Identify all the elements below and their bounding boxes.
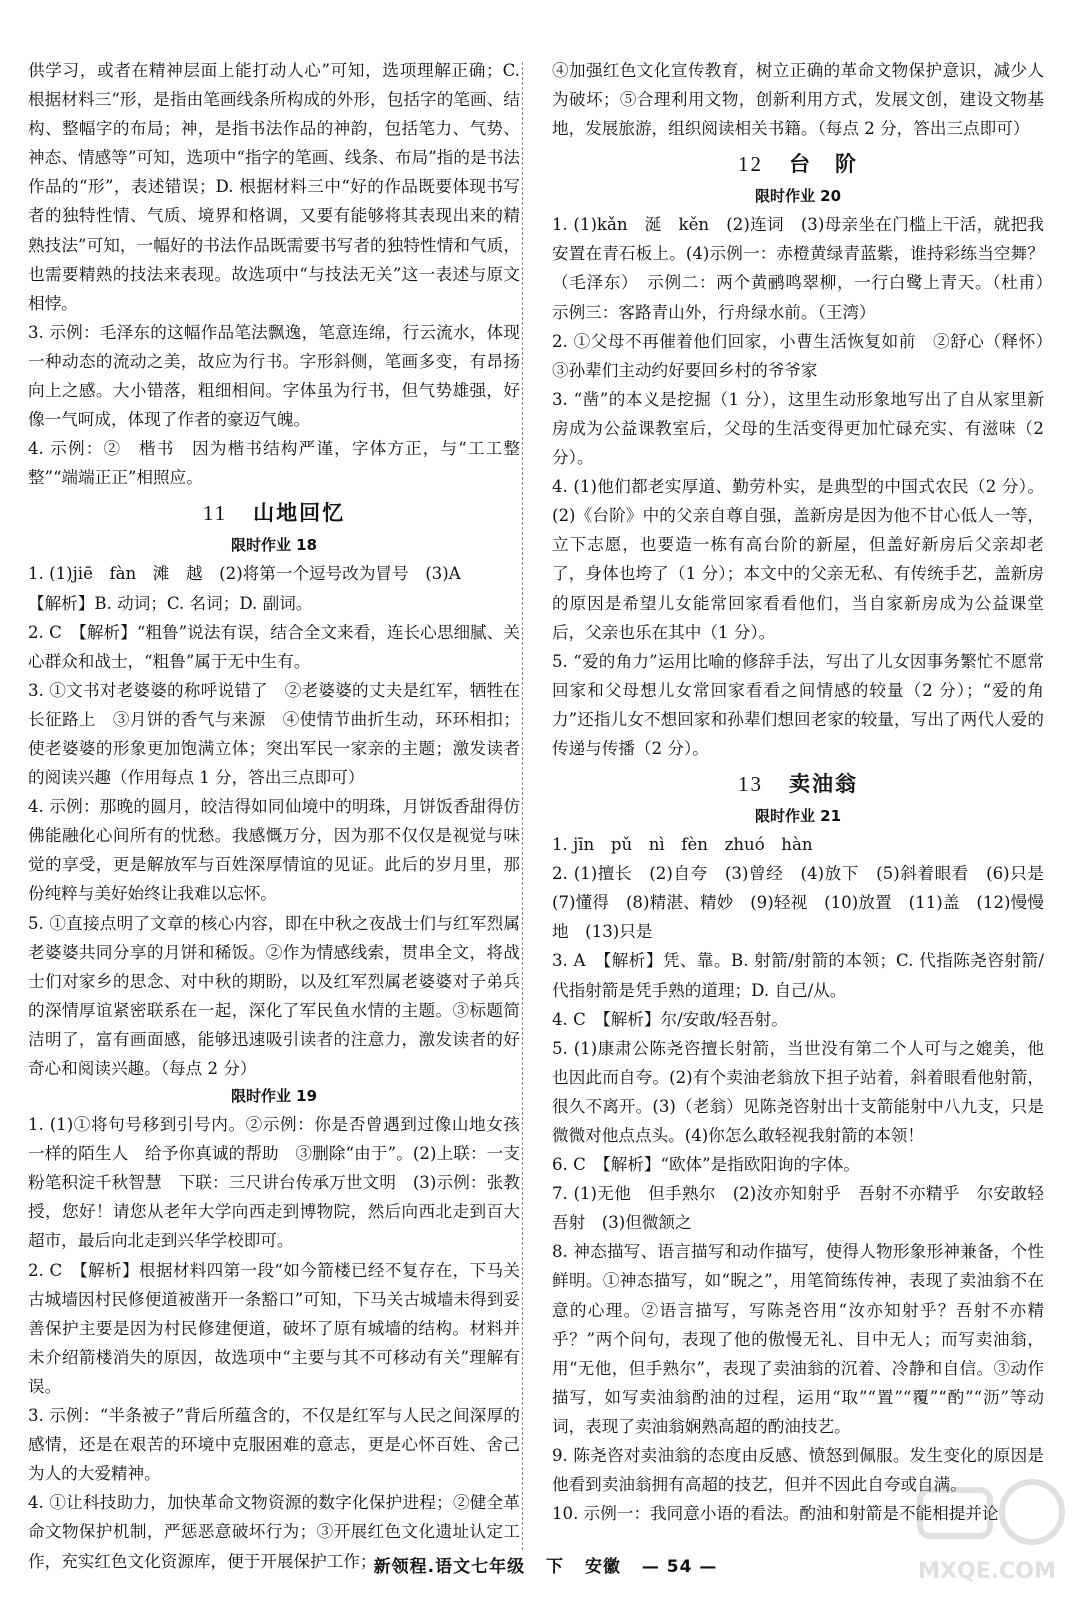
answer-paragraph: 5. (1)康肃公陈尧咨擅长射箭，当世没有第二个人可与之媲美，他也因此而自夸。(2)有个卖油老翁放下担子站着，斜着眼看他射箭，很久不离开。(3)（老翁）见陈尧咨射出十支箭能射中八九支，只是微微对他点点头。(4)你怎么敢轻视我射箭的本领！ [552,1038,1044,1145]
answer-paragraph: 1. (1)①将句号移到引号内。②示例：你是否曾遇到过像山地女孩一样的陌生人 给予你真诚的帮助 ③删除“由于”。(2)上联：一支粉笔积淀千秋智慧 下联：三尺讲台传承万世文明 (3)示例：张教授，您好！请您从老年大学向西走到博物院，然后向西北走到百大超市，最后向北走到兴华学校即可。 [28,1115,520,1251]
answer-paragraph: 4. C 【解析】尔/安敢/轻吾射。 [552,1009,788,1029]
answer-paragraph: ④加强红色文化宣传教育，树立正确的革命文物保护意识，减少人为破坏；⑤合理利用文物，创新利用方式，发展文创，建设文物基地，发展旅游，组织阅读相关书籍。（每点 2 分，答出三点即可） [552,61,1044,139]
answer-paragraph: 4. (1)他们都老实厚道、勤劳朴实，是典型的中国式农民（2 分）。(2)《台阶》中的父亲自尊自强，盖新房是因为他不甘心低人一等，立下志愿，也要造一栋有高台阶的新屋，但盖好新房后父亲却老了，身体也垮了（1 分）；本文中的父亲无私、有传统手艺，盖新房的原因是希望儿女能常回家看看他们，当自家新房成为公益课堂后，父亲也乐在其中（1 分）。 [552,477,1044,642]
answer-paragraph: 3. ①文书对老婆婆的称呼说错了 ②老婆婆的丈夫是红军，牺牲在长征路上 ③月饼的香气与来源 ④使情节曲折生动，环环相扣；使老婆婆的形象更加饱满立体；突出军民一家亲的主题；激发读者的阅读兴趣（作用每点 1 分，答出三点即可） [28,680,520,788]
answer-paragraph: 5. “爱的角力”运用比喻的修辞手法，写出了儿女因事务繁忙不愿常回家和父母想儿女常回家看看之间情感的较量（2 分）；“爱的角力”还指儿女不想回家和孙辈们想回老家的较量，写出了两代人爱的传递与传播（2 分）。 [552,651,1044,758]
answer-paragraph: 4. 示例：② 楷书 因为楷书结构严谨，字体方正，与“工工整整”“端端正正”相照应。 [28,439,520,488]
section-title [552,765,1044,803]
answer-paragraph: 10. 示例一：我同意小语的看法。酌油和射箭是不能相提并论 [552,1504,999,1524]
answer-paragraph: 3. A 【解析】凭、靠。B. 射箭/射箭的本领；C. 代指陈尧咨射箭/代指射箭是凭手熟的道理；D. 自己/从。 [552,951,1044,1000]
answer-paragraph: 【解析】B. 动词；C. 名词；D. 副词。 [28,593,313,613]
section-title [28,494,520,532]
section-name: 台 阶 [789,152,858,177]
answer-paragraph: 2. C 【解析】根据材料四第一段“如今箭楼已经不复存在，下马关古城墙因村民修便道被凿开一条豁口”可知，下马关古城墙未得到妥善保护主要是因为村民修建便道，破坏了原有城墙的结构。材料并未介绍箭楼消失的原因，故选项中“主要与其不可移动有关”理解有误。 [28,1260,520,1396]
answer-paragraph: 3. 示例：“半条被子”背后所蕴含的，不仅是红军与人民之间深厚的感情，还是在艰苦的环境中克服困难的意志，更是心怀百姓、舍己为人的大爱精神。 [28,1406,520,1484]
answer-paragraph: 1. jīn pǔ nì fèn zhuó hàn [552,835,813,855]
answer-paragraph: 5. ①直接点明了文章的核心内容，即在中秋之夜战士们与红军烈属老婆婆共同分享的月饼和稀饭。②作为情感线索，贯串全文，将战士们对家乡的思念、对中秋的期盼，以及红军烈属老婆婆对子弟兵的深情厚谊紧密联系在一起，深化了军民鱼水情的主题。③标题简洁明了，富有画面感，能够迅速吸引读者的注意力，激发读者的好奇心和阅读兴趣。（每点 2 分） [28,913,520,1078]
section-number: 13 [738,772,763,797]
answer-paragraph: 9. 陈尧咨对卖油翁的态度由反感、愤怒到佩服。发生变化的原因是他看到卖油翁拥有高超的技艺，但并不因此自夸或自满。 [552,1446,1044,1495]
answer-paragraph: 4. 示例：那晚的圆月，皎洁得如同仙境中的明珠，月饼饭香甜得仿佛能融化心间所有的忧愁。我感慨万分，因为那不仅仅是视觉与味觉的享受，更是解放军与百姓深厚情谊的见证。此后的岁月里，那份纯粹与美好始终让我难以忘怀。 [28,797,520,904]
homework-heading: 限时作业 18 [230,536,318,555]
homework-heading: 限时作业 20 [754,187,842,206]
section-number: 11 [202,501,228,526]
answer-paragraph: 4. ①让科技助力，加快革命文物资源的数字化保护进程；②健全革命文物保护机制，严惩恶意破坏行为；③开展红色文化遗址认定工作，充实红色文化资源库，便于开展保护工作； [28,1493,520,1571]
answer-paragraph: 2. ①父母不再催着他们回家，小曹生活恢复如前 ②舒心（释怀） ③孙辈们主动约好要回乡村的爷爷家 [552,331,1061,380]
homework-heading: 限时作业 21 [754,807,842,826]
section-number: 12 [738,152,763,177]
watermark-circle [1002,1482,1062,1542]
answer-paragraph: 3. “凿”的本义是挖掘（1 分），这里生动形象地写出了自从家里新房成为公益课教室后，父母的生活变得更加忙碌充实、有滋味（2 分）。 [552,389,1044,468]
answer-paragraph: 2. C 【解析】“粗鲁”说法有误，结合全文来看，连长心思细腻、关心群众和战士，“粗鲁”属于无中生有。 [28,622,520,671]
section-name: 卖油翁 [789,772,858,797]
answer-paragraph: 2. (1)擅长 (2)自夸 (3)曾经 (4)放下 (5)斜着眼看 (6)只是 (7)懂得 (8)精湛、精妙 (9)轻视 (10)放置 (11)盖 (12)慢慢地 (13)只是 [552,864,1061,942]
answer-paragraph: 6. C 【解析】“欧体”是指欧阳询的字体。 [552,1155,860,1175]
left-column [28,56,520,1576]
section-name: 山地回忆 [253,501,346,526]
answer-paragraph: 3. 示例：毛泽东的这幅作品笔法飘逸，笔意连绵，行云流水，体现一种动态的流动之美，故应为行书。字形斜侧，笔画多变，有昂扬向上之感。大小错落，粗细相间。字体虽为行书，但气势雄强，好像一气呵成，体现了作者的豪迈气魄。 [28,322,520,430]
answer-paragraph: 供学习，或者在精神层面上能打动人心”可知，选项理解正确；C. 根据材料三“形，是指由笔画线条所构成的外形，包括字的笔画、结构、整幅字的布局；神，是指书法作品的神韵，包括笔力、气势、神态、情感等”可知，选项中“指字的笔画、线条、布局”指的是书法作品的“形”，表述错误；D. 根据材料三中“好的作品既要体现书写者的独特性情、气质、境界和格调，又要有能够将其表现出来的精熟技法”可知，一幅好的书法作品既需要书写者的独特性情和气质，也需要精熟的技法来表现。故选项中“与技法无关”这一表述与原文相悖。 [28,61,520,313]
footer-page-number: — 54 — [641,1557,718,1577]
watermark-text: MXQE.COM [918,1559,1056,1584]
column-divider [522,62,523,1550]
section-title [552,145,1044,183]
homework-heading: 限时作业 19 [230,1087,318,1106]
watermark-logo [902,1470,1072,1590]
right-column [552,56,1061,1528]
footer-region: 安徽 [584,1557,621,1577]
answer-paragraph: 1. (1)jiē fàn 滩 越 (2)将第一个逗号改为冒号 (3)A [28,564,461,584]
answer-paragraph: 1. (1)kǎn 涎 kěn (2)连词 (3)母亲坐在门槛上干活，就把我安置在青石板上。(4)示例一：赤橙黄绿青蓝紫，谁持彩练当空舞？（毛泽东） 示例二：两个黄鹂鸣翠柳，一行白鹭上青天。（杜甫） 示例三：客路青山外，行舟绿水前。（王湾） [552,215,1061,322]
footer-book-title: 新领程.语文七年级 [373,1557,526,1577]
answer-paragraph: 8. 神态描写、语言描写和动作描写，使得人物形象形神兼备，个性鲜明。①神态描写，如“睨之”，用笔简练传神，表现了卖油翁不在意的心理。②语言描写，写陈尧咨用“汝亦知射乎？吾射不亦精乎？”两个问句，表现了他的傲慢无礼、目中无人；而写卖油翁，用“无他，但手熟尔”，表现了卖油翁的沉着、冷静和自信。③动作描写，如写卖油翁酌油的过程，运用“取”“置”“覆”“酌”“沥”等动词，表现了卖油翁娴熟高超的酌油技艺。 [552,1242,1044,1436]
answer-paragraph: 7. (1)无他 但手熟尔 (2)汝亦知射乎 吾射不亦精乎 尔安敢轻吾射 (3)但微颔之 [552,1184,1044,1233]
footer-volume: 下 [546,1557,565,1577]
watermark-box [920,1490,990,1536]
